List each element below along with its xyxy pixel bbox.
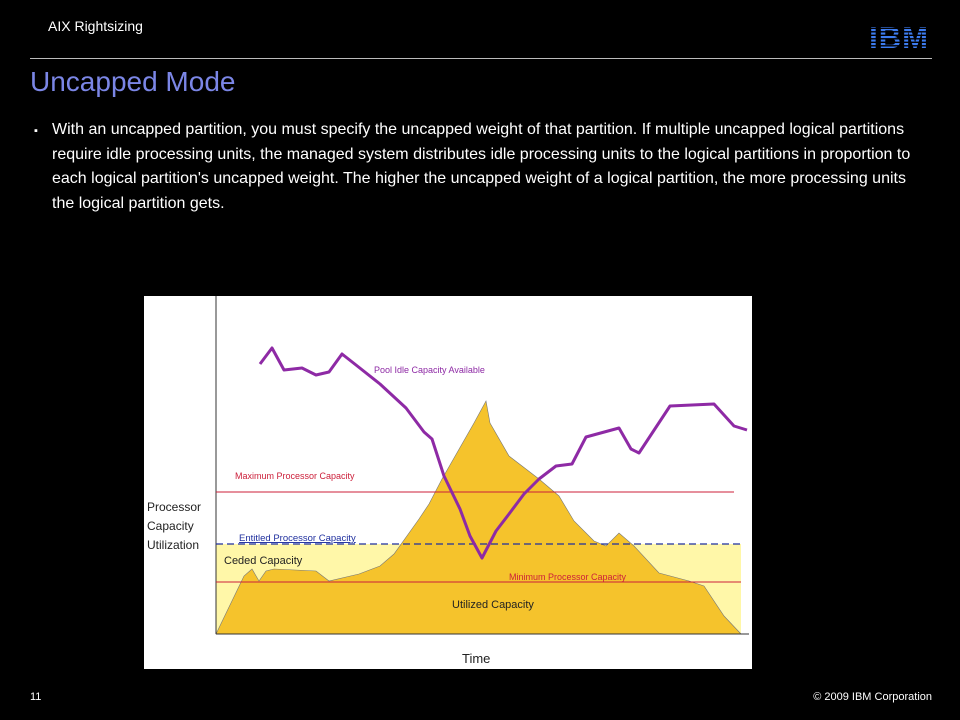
page-title: Uncapped Mode bbox=[30, 66, 236, 97]
y-axis-label-line-2: Capacity bbox=[147, 519, 194, 533]
bullet-marker: ▪ bbox=[34, 125, 38, 137]
max-capacity-label: Maximum Processor Capacity bbox=[235, 471, 355, 481]
pool-idle-label: Pool Idle Capacity Available bbox=[374, 365, 485, 375]
capacity-diagram-svg bbox=[144, 296, 752, 669]
y-axis-label-line-3: Utilization bbox=[147, 538, 200, 552]
header-rule bbox=[30, 58, 932, 59]
copyright: © 2009 IBM Corporation bbox=[813, 691, 932, 703]
presentation-title: AIX Rightsizing bbox=[48, 18, 143, 34]
entitled-capacity-label: Entitled Processor Capacity bbox=[239, 533, 356, 544]
capacity-diagram bbox=[144, 296, 752, 669]
x-axis-label: Time bbox=[462, 651, 491, 666]
min-capacity-label: Minimum Processor Capacity bbox=[509, 572, 627, 582]
utilized-capacity-label: Utilized Capacity bbox=[452, 599, 534, 611]
y-axis-label-line-1: Processor bbox=[147, 500, 202, 514]
bullet-item bbox=[34, 118, 934, 216]
ibm-logo bbox=[866, 22, 932, 50]
page-number: 11 bbox=[30, 691, 42, 703]
bullet-text: With an uncapped partition, you must specify the uncapped weight of that partition. If multiple uncapped logical partitions require idle processing units, the managed system distributes idle processing units to the logical partitions in proportion to each logical partition's uncapped weight. The higher the uncapped weight of a logical partition, the more processing units the logical partition gets. bbox=[52, 121, 911, 212]
ibm-logo-text: IBM bbox=[869, 22, 929, 50]
ceded-capacity-label: Ceded Capacity bbox=[224, 555, 303, 567]
